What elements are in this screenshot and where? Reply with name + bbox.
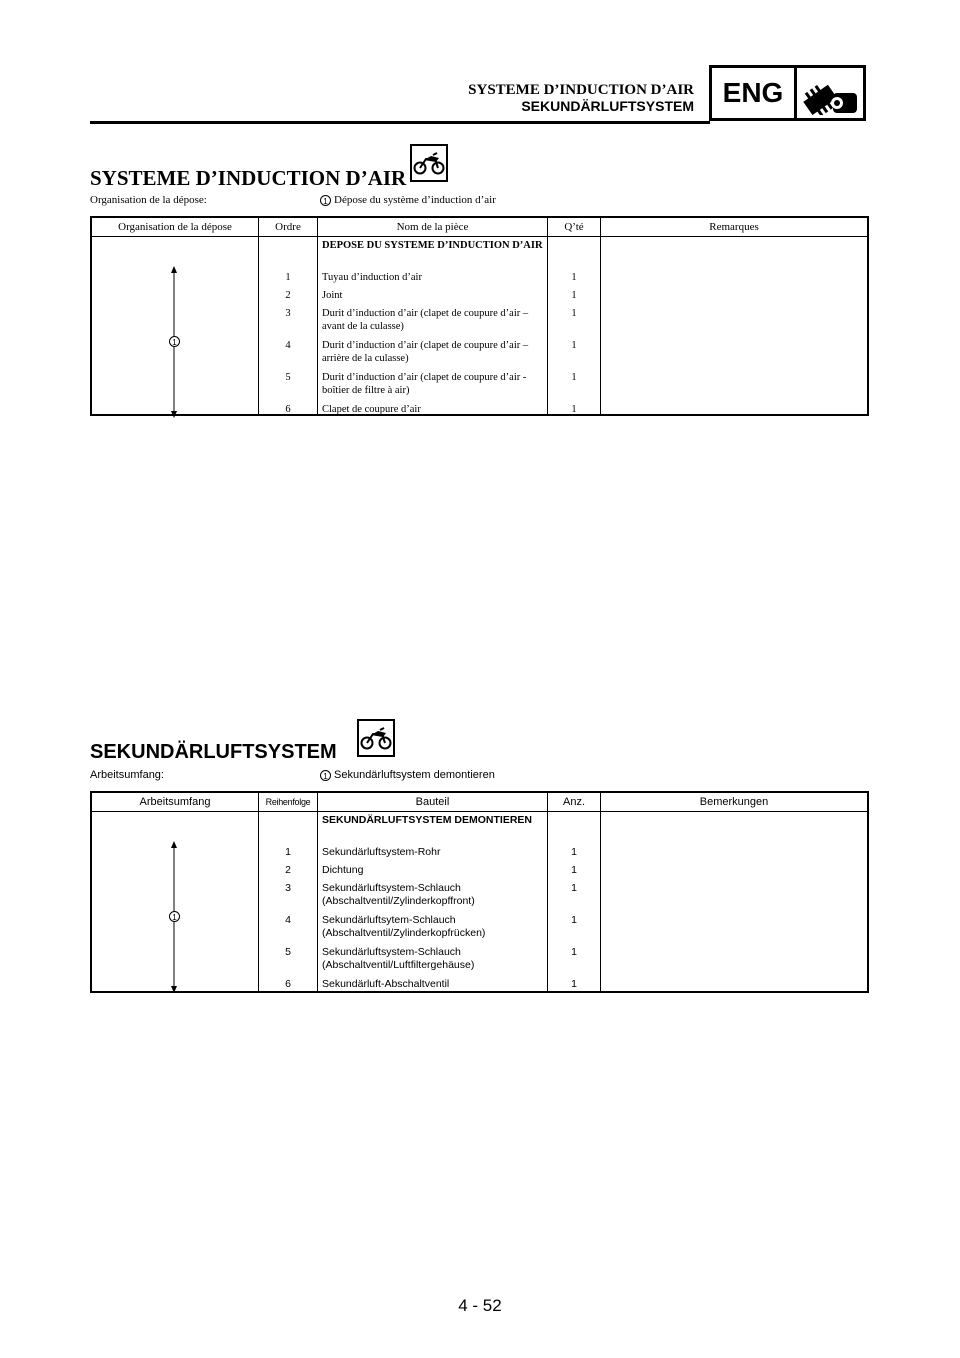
- order-cell: 4: [285, 914, 291, 926]
- part-name-cell: Sekundärluftsystem-Rohr: [322, 846, 441, 858]
- order-cell: 1: [285, 272, 291, 283]
- chapter-badge: [709, 65, 866, 121]
- motorcycle-icon: [357, 719, 395, 757]
- quantity-cell: 1: [571, 864, 577, 876]
- table-header: [92, 218, 867, 237]
- col-header: Ordre: [259, 218, 318, 236]
- quantity-cell: 1: [571, 914, 577, 926]
- part-name-cell: Sekundärluftsystem-Schlauch (Abschaltventil/Luftfiltergehäuse): [322, 946, 475, 971]
- scope-number-fr: 1: [320, 195, 331, 206]
- order-cell: 1: [285, 846, 291, 858]
- order-cell: 2: [285, 290, 291, 301]
- quantity-column: [548, 812, 601, 992]
- header-rule: [90, 121, 710, 124]
- col-header: Bauteil: [318, 793, 548, 811]
- order-cell: 3: [285, 882, 291, 894]
- group-column: [92, 237, 259, 415]
- part-name-column: [318, 237, 548, 415]
- table-header: [92, 793, 867, 812]
- order-cell: 6: [285, 404, 291, 415]
- col-header: Remarques: [709, 221, 759, 233]
- group-number: 1: [169, 911, 180, 922]
- col-header: Q’té: [548, 218, 601, 236]
- col-header: Reihenfolge: [259, 793, 318, 811]
- part-name-cell: Durit d’induction d’air (clapet de coupure d’air - boîtier de filtre à air): [322, 372, 527, 396]
- quantity-cell: 1: [571, 272, 577, 283]
- col-header: Anz.: [548, 793, 601, 811]
- col-header: Nom de la pièce: [318, 218, 548, 236]
- quantity-column: [548, 237, 601, 415]
- remarks-column: [601, 237, 867, 415]
- col-header: Organisation de la dépose: [92, 218, 259, 236]
- part-name-cell: SEKUNDÄRLUFTSYSTEM DEMONTIEREN: [322, 814, 533, 826]
- motorcycle-icon: [410, 144, 448, 182]
- removal-scope-de: [90, 769, 495, 781]
- engine-piston-icon: [797, 68, 863, 118]
- removal-scope-label-de: Arbeitsumfang:: [90, 769, 164, 781]
- header-title-fr: SYSTEME D’INDUCTION D’AIR: [468, 82, 694, 98]
- quantity-cell: 1: [571, 946, 577, 958]
- removal-scope-label-fr: Organisation de la dépose:: [90, 194, 207, 206]
- part-name-cell: Dichtung: [322, 864, 364, 876]
- part-name-column: [318, 812, 548, 992]
- order-column: [259, 237, 318, 415]
- scope-description-de: Sekundärluftsystem demontieren: [334, 769, 495, 781]
- quantity-cell: 1: [571, 404, 577, 415]
- quantity-cell: 1: [571, 308, 577, 319]
- part-name-cell: Clapet de coupure d’air: [322, 404, 421, 415]
- section-title-de: SEKUNDÄRLUFTSYSTEM: [90, 741, 337, 763]
- order-column: [259, 812, 318, 992]
- scope-number-de: 1: [320, 770, 331, 781]
- page-number: 4 - 52: [458, 1296, 502, 1315]
- part-name-cell: Durit d’induction d’air (clapet de coupure d’air – arrière de la culasse): [322, 340, 529, 364]
- chapter-badge-label: ENG: [712, 68, 797, 118]
- part-name-cell: Tuyau d’induction d’air: [322, 272, 422, 283]
- order-cell: 3: [285, 308, 291, 319]
- header-title-de: SEKUNDÄRLUFTSYSTEM: [521, 98, 694, 114]
- col-header: Arbeitsumfang: [92, 793, 259, 811]
- removal-table-de: [90, 791, 869, 993]
- quantity-cell: 1: [571, 290, 577, 301]
- scope-description-fr: Dépose du système d’induction d’air: [334, 194, 496, 206]
- removal-table-fr: [90, 216, 869, 416]
- col-header: Bemerkungen: [699, 796, 769, 808]
- quantity-cell: 1: [571, 340, 577, 351]
- removal-scope-fr: [90, 194, 496, 206]
- part-name-cell: Sekundärluftsystem-Schlauch (Abschaltventil/Zylinderkopffront): [322, 882, 475, 907]
- part-name-cell: Joint: [322, 290, 343, 301]
- quantity-cell: 1: [571, 846, 577, 858]
- group-column: [92, 812, 259, 992]
- remarks-column: [601, 812, 867, 992]
- order-cell: 2: [285, 864, 291, 876]
- order-cell: 4: [285, 340, 291, 351]
- order-cell: 5: [285, 372, 291, 383]
- quantity-cell: 1: [571, 882, 577, 894]
- section-title-fr: SYSTEME D’INDUCTION D’AIR: [90, 166, 407, 190]
- part-name-cell: DEPOSE DU SYSTEME D’INDUCTION D’AIR: [322, 240, 543, 251]
- quantity-cell: 1: [571, 372, 577, 383]
- group-number: 1: [169, 336, 180, 347]
- order-cell: 5: [285, 946, 291, 958]
- part-name-cell: Sekundärluftsytem-Schlauch (Abschaltventil/Zylinderkopfrücken): [322, 914, 486, 939]
- part-name-cell: Durit d’induction d’air (clapet de coupure d’air – avant de la culasse): [322, 308, 529, 332]
- part-name-cell: Sekundärluft-Abschaltventil: [322, 978, 450, 990]
- quantity-cell: 1: [571, 978, 577, 990]
- order-cell: 6: [285, 978, 291, 990]
- running-header: [468, 82, 694, 114]
